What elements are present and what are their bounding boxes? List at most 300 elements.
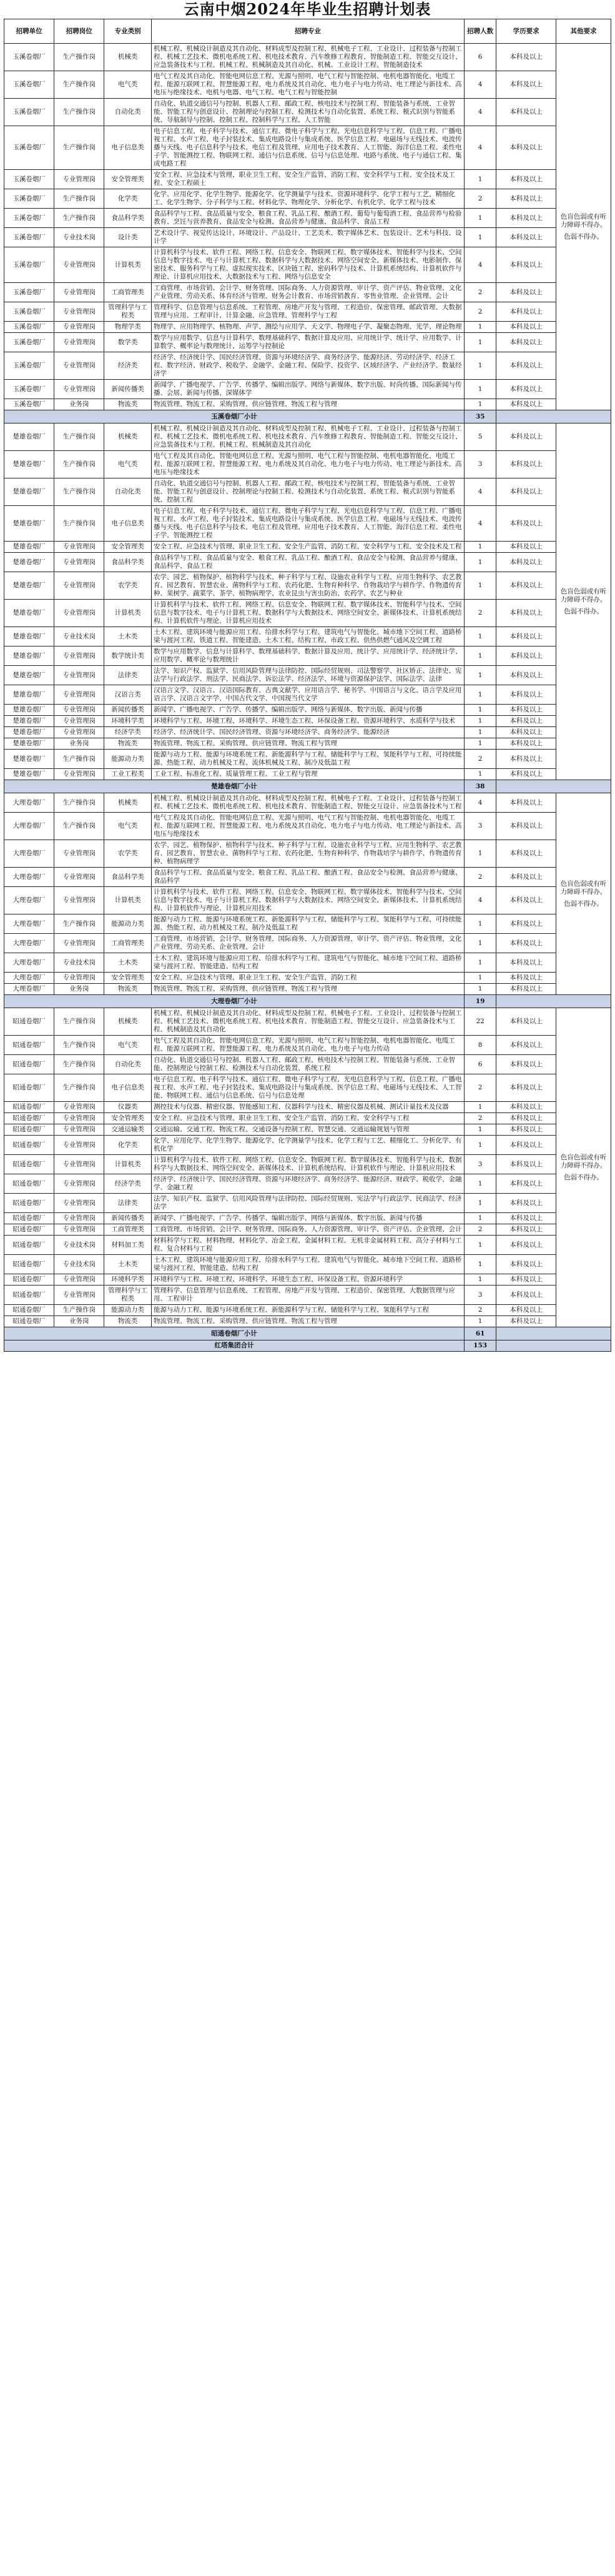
table-row	[4, 1236, 611, 1255]
cell-specialty: 工商管理、市场营销、会计学、财务管理、国际商务、人力资源管理、审计学、资产评估、物业管理、文化产业管理、劳动关系、体育经济与管理、财务会计教育、市场营销教育、零售业管理、企业管理、会计	[152, 283, 465, 302]
cell-position: 专业管理岗	[54, 247, 104, 283]
cell-unit: 楚雄卷烟厂	[4, 646, 54, 666]
cell-count: 1	[465, 738, 496, 750]
cell-position: 专业管理岗	[54, 1113, 104, 1124]
cell-count: 6	[465, 44, 496, 71]
table-row	[4, 914, 611, 934]
cell-unit: 玉溪卷烟厂	[4, 99, 54, 126]
cell-position: 生产操作岗	[54, 813, 104, 840]
cell-count: 1	[465, 973, 496, 984]
cell-unit: 楚雄卷烟厂	[4, 685, 54, 705]
cell-position: 专业管理岗	[54, 600, 104, 627]
cell-specialty: 机械工程、机械设计制造及其自动化、材料成型及控制工程、机械电子工程、工业设计、过程装备与控制工程、机械工艺技术、微机电系统工程、机电技术教育、汽车维修工程教育、智能制造工程、智能交互设计、应急装备技术与工程、机械工程、机械制造及其自动化、机械、工业设计工程、智能制造技术	[152, 44, 465, 71]
subtotal-value: 61	[465, 1327, 496, 1340]
cell-unit: 楚雄卷烟厂	[4, 627, 54, 646]
table-row	[4, 953, 611, 973]
cell-specialty: 能源与动力工程、能源与环境系统工程、新能源科学与工程、储能科学与工程、氢能科学与工程、可持续能源、热能工程、动力机械及工程、流体机械及工程、制冷及低温工程	[152, 750, 465, 769]
cell-count: 1	[465, 984, 496, 995]
cell-unit: 昭通卷烟厂	[4, 1074, 54, 1102]
cell-unit: 玉溪卷烟厂	[4, 126, 54, 170]
cell-education: 本科及以上	[496, 1236, 556, 1255]
subtotal-empty	[496, 1327, 611, 1340]
cell-category: 计算机类	[104, 247, 152, 283]
cell-education: 本科及以上	[496, 1224, 556, 1236]
cell-specialty: 自动化、轨道交通信号与控制、机器人工程、邮政工程、核电技术与控制工程、智能装备与系统、工业智能、智能工程与创意设计、控制理论与控制工程、检测技术与自动化装置、系统工程、模式识别与智能系统、控制工程	[152, 478, 465, 506]
cell-category: 材料加工类	[104, 1236, 152, 1255]
cell-unit: 大理卷烟厂	[4, 813, 54, 840]
cell-category: 新闻传播类	[104, 1213, 152, 1224]
cell-education: 本科及以上	[496, 1213, 556, 1224]
cell-count: 1	[465, 553, 496, 572]
table-row	[4, 1286, 611, 1305]
cell-unit: 玉溪卷烟厂	[4, 399, 54, 410]
table-row	[4, 209, 611, 228]
cell-category: 自动化类	[104, 1055, 152, 1074]
recruitment-table	[4, 19, 611, 1352]
cell-education: 本科及以上	[496, 813, 556, 840]
cell-count: 1	[465, 228, 496, 247]
cell-education: 本科及以上	[496, 506, 556, 542]
cell-education: 本科及以上	[496, 1102, 556, 1113]
cell-specialty: 法学、知识产权、监狱学、信用风险管理与法律防控、国际经贸规则、司法警察学、社区矫正、法律史、宪法学与行政法学、刑法学、民商法学、诉讼法学、经济法学、环境与资源保护法学、国际法学、法律	[152, 666, 465, 685]
cell-education: 本科及以上	[496, 71, 556, 99]
cell-education: 本科及以上	[496, 1286, 556, 1305]
cell-count: 1	[465, 333, 496, 352]
grand-total-empty	[496, 1340, 611, 1352]
cell-position: 专业管理岗	[54, 705, 104, 716]
cell-category: 新闻传播类	[104, 380, 152, 399]
cell-position: 生产操作岗	[54, 71, 104, 99]
cell-specialty: 经济学、经济统计学、国民经济管理、资源与环境经济学、商务经济学、能源经济、劳动经济学、经济工程、数字经济、财政学、税收学、金融学、金融工程、保险学、投资学、区域经济学、产业经济学、数量经济学	[152, 352, 465, 380]
cell-education: 本科及以上	[496, 685, 556, 705]
cell-other-note	[556, 424, 611, 780]
table-row	[4, 399, 611, 410]
cell-category: 新闻传播类	[104, 705, 152, 716]
cell-count: 1	[465, 322, 496, 333]
cell-position: 专业管理岗	[54, 553, 104, 572]
cell-unit: 玉溪卷烟厂	[4, 322, 54, 333]
table-row	[4, 1194, 611, 1213]
cell-unit: 昭通卷烟厂	[4, 1316, 54, 1327]
cell-other-note	[556, 793, 611, 995]
cell-specialty: 电气工程及其自动化、智能电网信息工程、光源与照明、电气工程与智能控制、电机电器智能化、电缆工程、能源互联网工程、智慧能源工程、电力系统及其自动化、电力电子与电力传动、电工理论与新技术、高电压与绝缘技术、电机与电器、电气工程、电气工程与智能控制	[152, 71, 465, 99]
cell-position: 生产操作岗	[54, 44, 104, 71]
table-row	[4, 685, 611, 705]
cell-count: 6	[465, 1055, 496, 1074]
cell-other-note	[556, 1008, 611, 1327]
subtotal-empty	[496, 780, 611, 793]
table-row	[4, 1316, 611, 1327]
table-row	[4, 553, 611, 572]
cell-unit: 楚雄卷烟厂	[4, 478, 54, 506]
subtotal-row	[4, 410, 611, 424]
subtotal-row	[4, 995, 611, 1008]
table-row	[4, 1224, 611, 1236]
subtotal-label: 昭通卷烟厂小计	[4, 1327, 465, 1340]
cell-specialty: 机械工程、机械设计制造及其自动化、材料成型及控制工程、机械电子工程、工业设计、过程装备与控制工程、机械工艺技术、微机电系统工程、机电技术教育、智能制造工程、智能交互设计、应急装备技术与工程、机械制造及其自动化	[152, 1008, 465, 1036]
subtotal-value: 19	[465, 995, 496, 1008]
cell-specialty: 数学与应用数学、信息与计算科学、数理基础科学、数据计算及应用、统计学、应用统计学、经济统计学、应用数学、概率论与数理统计	[152, 646, 465, 666]
cell-specialty: 自动化、轨道交通信号与控制、机器人工程、邮政工程、核电技术与控制工程、智能装备与系统、工业智能、控制理论与控制工程、检测技术与自动化装置、系统工程	[152, 1055, 465, 1074]
subtotal-empty	[496, 410, 611, 424]
cell-education: 本科及以上	[496, 553, 556, 572]
cell-specialty: 电子信息工程、电子科学与技术、通信工程、微电子科学与工程、光电信息科学与工程、信息工程、广播电视工程、水声工程、电子封装技术、集成电路设计与集成系统、医学信息工程、电磁场与无线技术、电波传播与天线、电子信息科学与技术、电信工程及管理、应用电子技术教育、人工智能、海洋信息工程、柔性电子学、智能测控工程、物联网工程、通信与信息系统、信号与信息处理、电路与系统、电子与通信工程、集成电路工程	[152, 126, 465, 170]
cell-position: 专业管理岗	[54, 887, 104, 914]
cell-education: 本科及以上	[496, 716, 556, 727]
cell-unit: 玉溪卷烟厂	[4, 189, 54, 209]
table-row	[4, 322, 611, 333]
cell-specialty: 电气工程及其自动化、智能电网信息工程、光源与照明、电气工程与智能控制、电机电器智能化、电缆工程、能源互联网工程、智慧能源工程、电力系统及其自动化、电力电子与电力传动	[152, 1036, 465, 1055]
table-row	[4, 1136, 611, 1155]
table-row	[4, 973, 611, 984]
cell-position: 专业管理岗	[54, 1224, 104, 1236]
cell-specialty: 计算机科学与技术、软件工程、网络工程、信息安全、物联网工程、数字媒体技术、智能科学与技术、数据科学与大数据技术、网络空间安全、新媒体技术、计算机系统结构、计算机软件与理论、计算机应用技术	[152, 1155, 465, 1174]
cell-category: 机械类	[104, 1008, 152, 1036]
cell-count: 5	[465, 424, 496, 451]
header-other: 其他要求	[556, 19, 611, 44]
cell-count: 1	[465, 1194, 496, 1213]
table-row	[4, 228, 611, 247]
cell-specialty: 安全工程、应急技术与管理、职业卫生工程、安全生产监管、消防工程、安全科学与工程、安全技术及工程	[152, 542, 465, 553]
cell-specialty: 能源与动力工程、能源与环境系统工程、新能源科学与工程、储能科学与工程、氢能科学与工程、可持续能源、热能工程、动力机械及工程、制冷及低温工程	[152, 914, 465, 934]
cell-count: 3	[465, 1286, 496, 1305]
cell-education: 本科及以上	[496, 1316, 556, 1327]
header-specialty: 招聘专业	[152, 19, 465, 44]
cell-unit: 楚雄卷烟厂	[4, 553, 54, 572]
table-row	[4, 716, 611, 727]
table-row	[4, 283, 611, 302]
cell-category: 经济学类	[104, 727, 152, 738]
cell-position: 专业管理岗	[54, 302, 104, 322]
cell-specialty: 安全工程、应急技术与管理、职业卫生工程、安全生产监管、消防工程、安全科学与工程、安全技术及工程、安全工程硕士	[152, 170, 465, 189]
cell-category: 机械类	[104, 424, 152, 451]
cell-unit: 玉溪卷烟厂	[4, 333, 54, 352]
table-row	[4, 1113, 611, 1124]
cell-category: 自动化类	[104, 478, 152, 506]
cell-specialty: 计算机科学与技术、软件工程、网络工程、信息安全、物联网工程、数字媒体技术、智能科学与技术、空间信息与数字技术、电子与计算机工程、数据科学与大数据技术、网络空间安全、新媒体技术、计算机系统结构、计算机软件与理论、计算机应用技术	[152, 600, 465, 627]
cell-unit: 玉溪卷烟厂	[4, 71, 54, 99]
cell-count: 2	[465, 868, 496, 887]
header-education: 学历要求	[496, 19, 556, 44]
table-row	[4, 99, 611, 126]
cell-count: 1	[465, 727, 496, 738]
cell-unit: 大理卷烟厂	[4, 914, 54, 934]
cell-unit: 大理卷烟厂	[4, 840, 54, 868]
cell-position: 业务岗	[54, 738, 104, 750]
cell-specialty: 化学、应用化学、化学生物学、能源化学、化学测量学与技术、化学工程与工艺、精细化工、分析化学、有机化学	[152, 1136, 465, 1155]
cell-education: 本科及以上	[496, 868, 556, 887]
cell-unit: 楚雄卷烟厂	[4, 542, 54, 553]
table-row	[4, 126, 611, 170]
cell-count: 4	[465, 99, 496, 126]
subtotal-empty	[496, 995, 611, 1008]
cell-position: 专业管理岗	[54, 542, 104, 553]
cell-education: 本科及以上	[496, 646, 556, 666]
table-row	[4, 1213, 611, 1224]
cell-unit: 楚雄卷烟厂	[4, 572, 54, 600]
cell-position: 专业管理岗	[54, 170, 104, 189]
cell-category: 计算机类	[104, 887, 152, 914]
table-row	[4, 170, 611, 189]
cell-position: 专业管理岗	[54, 716, 104, 727]
table-row	[4, 984, 611, 995]
subtotal-label: 楚雄卷烟厂小计	[4, 780, 465, 793]
cell-position: 专业管理岗	[54, 868, 104, 887]
cell-count: 4	[465, 71, 496, 99]
cell-category: 能源动力类	[104, 1305, 152, 1316]
cell-count: 1	[465, 1124, 496, 1136]
cell-position: 专业管理岗	[54, 727, 104, 738]
cell-unit: 楚雄卷烟厂	[4, 750, 54, 769]
cell-specialty: 自动化、轨道交通信号与控制、机器人工程、邮政工程、核电技术与控制工程、智能装备与系统、工业智能、智能工程与创意设计、控制理论与控制工程、检测技术与自动化装置、系统工程、模式识别与智能系统、导航制导与控制、控制工程、控制科学与工程、人工智能	[152, 99, 465, 126]
cell-specialty: 工商管理、市场营销、会计学、财务管理、国际商务、人力资源管理、审计学、资产评估、企业管理、会计	[152, 1224, 465, 1236]
cell-position: 生产操作岗	[54, 478, 104, 506]
table-row	[4, 1305, 611, 1316]
cell-position: 生产操作岗	[54, 1074, 104, 1102]
subtotal-value: 38	[465, 780, 496, 793]
cell-category: 安全管理类	[104, 973, 152, 984]
cell-education: 本科及以上	[496, 1008, 556, 1036]
cell-specialty: 土木工程、建筑环境与能源应用工程、给排水科学与工程、建筑电气与智能化、城市地下空间工程、道路桥梁与渡河工程、智能建造、结构工程	[152, 953, 465, 973]
cell-unit: 楚雄卷烟厂	[4, 666, 54, 685]
cell-unit: 昭通卷烟厂	[4, 1036, 54, 1055]
cell-position: 专业管理岗	[54, 646, 104, 666]
cell-unit: 昭通卷烟厂	[4, 1274, 54, 1286]
table-row	[4, 333, 611, 352]
cell-education: 本科及以上	[496, 666, 556, 685]
table-row	[4, 813, 611, 840]
cell-count: 1	[465, 953, 496, 973]
table-row	[4, 247, 611, 283]
cell-count: 4	[465, 247, 496, 283]
cell-category: 汉语言类	[104, 685, 152, 705]
cell-education: 本科及以上	[496, 302, 556, 322]
cell-specialty: 电子信息工程、电子科学与技术、通信工程、微电子科学与工程、光电信息科学与工程、信息工程、广播电视工程、水声工程、电子封装技术、集成电路设计与集成系统、医学信息工程、电磁场与无线技术、人工智能、物联网工程、通信与信息系统、信号与信息处理	[152, 1074, 465, 1102]
cell-count: 4	[465, 478, 496, 506]
cell-position: 生产操作岗	[54, 750, 104, 769]
cell-unit: 楚雄卷烟厂	[4, 716, 54, 727]
cell-specialty: 能源与动力工程、能源与环境系统工程、新能源科学与工程、储能科学与工程、氢能科学与工程	[152, 1305, 465, 1316]
cell-specialty: 机械工程、机械设计制造及其自动化、材料成型及控制工程、机械电子工程、工业设计、过程装备与控制工程、机械工艺技术、微机电系统工程、机电技术教育、汽车维修工程教育、智能制造工程、智能交互设计、应急装备技术与工程、机械工程、机械制造及其自动化	[152, 424, 465, 451]
cell-category: 数学类	[104, 333, 152, 352]
cell-position: 生产操作岗	[54, 189, 104, 209]
cell-category: 工商管理类	[104, 934, 152, 953]
cell-category: 农学类	[104, 572, 152, 600]
cell-category: 工业工程类	[104, 769, 152, 780]
cell-specialty: 物流管理、物流工程、采购管理、供应链管理、物流工程与管理	[152, 984, 465, 995]
cell-position: 专业管理岗	[54, 666, 104, 685]
cell-education: 本科及以上	[496, 399, 556, 410]
cell-unit: 昭通卷烟厂	[4, 1224, 54, 1236]
cell-education: 本科及以上	[496, 44, 556, 71]
cell-count: 8	[465, 1036, 496, 1055]
cell-position: 专业管理岗	[54, 322, 104, 333]
cell-position: 生产操作岗	[54, 209, 104, 228]
cell-count: 1	[465, 380, 496, 399]
cell-position: 专业管理岗	[54, 840, 104, 868]
table-row	[4, 189, 611, 209]
cell-education: 本科及以上	[496, 840, 556, 868]
cell-count: 1	[465, 170, 496, 189]
cell-specialty: 测控技术与仪器、精密仪器、智能感知工程、仪器科学与技术、精密仪器及机械、测试计量技术及仪器	[152, 1102, 465, 1113]
cell-unit: 玉溪卷烟厂	[4, 247, 54, 283]
cell-position: 专业管理岗	[54, 380, 104, 399]
subtotal-row	[4, 780, 611, 793]
cell-specialty: 电子信息工程、电子科学与技术、通信工程、微电子科学与工程、光电信息科学与工程、信息工程、广播电视工程、水声工程、电子封装技术、集成电路设计与集成系统、医学信息工程、电磁场与无线技术、电波传播与天线、电子信息科学与技术、电信工程及管理、应用电子技术教育、人工智能、海洋信息工程、柔性电子学、智能测控工程	[152, 506, 465, 542]
cell-category: 物流类	[104, 738, 152, 750]
cell-category: 食品科学类	[104, 553, 152, 572]
cell-specialty: 土木工程、建筑环境与能源应用工程、给排水科学与工程、建筑电气与智能化、城市地下空间工程、道路桥梁与渡河工程、智能建造、结构工程	[152, 1255, 465, 1274]
cell-unit: 玉溪卷烟厂	[4, 44, 54, 71]
cell-position: 生产操作岗	[54, 99, 104, 126]
cell-category: 交通运输类	[104, 1124, 152, 1136]
cell-unit: 昭通卷烟厂	[4, 1102, 54, 1113]
cell-category: 设计类	[104, 228, 152, 247]
cell-category: 电气类	[104, 813, 152, 840]
cell-position: 专业技术岗	[54, 627, 104, 646]
header-category: 专业类别	[104, 19, 152, 44]
cell-specialty: 计算机科学与技术、软件工程、网络工程、信息安全、物联网工程、数字媒体技术、智能科学与技术、空间信息与数字技术、电子与计算机工程、数据科学与大数据技术、网络空间安全、新媒体技术、电影制作、保密技术、服务科学与工程、虚拟现实技术、区块链工程、密码科学与技术、计算机系统结构、计算机软件与理论、计算机应用技术、大数据技术与工程、网络与信息安全	[152, 247, 465, 283]
cell-unit: 楚雄卷烟厂	[4, 769, 54, 780]
cell-category: 安全管理类	[104, 1113, 152, 1124]
table-row	[4, 302, 611, 322]
cell-position: 专业技术岗	[54, 228, 104, 247]
cell-count: 1	[465, 1213, 496, 1224]
table-row	[4, 424, 611, 451]
table-body	[4, 44, 611, 1352]
cell-education: 本科及以上	[496, 478, 556, 506]
cell-count: 1	[465, 914, 496, 934]
cell-education: 本科及以上	[496, 1194, 556, 1213]
table-row	[4, 380, 611, 399]
cell-unit: 玉溪卷烟厂	[4, 209, 54, 228]
cell-education: 本科及以上	[496, 887, 556, 914]
cell-category: 电气类	[104, 1036, 152, 1055]
cell-position: 专业技术岗	[54, 1236, 104, 1255]
cell-unit: 昭通卷烟厂	[4, 1194, 54, 1213]
cell-specialty: 工商管理、市场营销、会计学、财务管理、国际商务、人力资源管理、审计学、资产评估、物业管理、文化产业管理、劳动关系、企业管理、会计	[152, 934, 465, 953]
table-row	[4, 542, 611, 553]
table-row	[4, 666, 611, 685]
cell-category: 农学类	[104, 840, 152, 868]
cell-education: 本科及以上	[496, 600, 556, 627]
cell-education: 本科及以上	[496, 209, 556, 228]
cell-education: 本科及以上	[496, 934, 556, 953]
cell-unit: 昭通卷烟厂	[4, 1136, 54, 1155]
cell-specialty: 经济学、经济统计学、国民经济管理、资源与环境经济学、商务经济学、能源经济	[152, 727, 465, 738]
cell-count: 1	[465, 1174, 496, 1194]
cell-unit: 昭通卷烟厂	[4, 1255, 54, 1274]
table-row	[4, 1155, 611, 1174]
grand-total-label: 红塔集团合计	[4, 1340, 465, 1352]
cell-unit: 楚雄卷烟厂	[4, 451, 54, 478]
cell-position: 生产操作岗	[54, 506, 104, 542]
cell-position: 生产操作岗	[54, 451, 104, 478]
cell-education: 本科及以上	[496, 380, 556, 399]
cell-education: 本科及以上	[496, 1074, 556, 1102]
cell-education: 本科及以上	[496, 1155, 556, 1174]
header-unit: 招聘单位	[4, 19, 54, 44]
cell-education: 本科及以上	[496, 1113, 556, 1124]
cell-category: 计算机类	[104, 1155, 152, 1174]
cell-specialty: 安全工程、应急技术与管理、职业卫生工程、安全生产监管、消防工程	[152, 973, 465, 984]
table-row	[4, 705, 611, 716]
cell-education: 本科及以上	[496, 352, 556, 380]
table-row	[4, 1074, 611, 1102]
cell-count: 2	[465, 1113, 496, 1124]
cell-unit: 昭通卷烟厂	[4, 1155, 54, 1174]
cell-education: 本科及以上	[496, 1255, 556, 1274]
cell-position: 业务岗	[54, 1316, 104, 1327]
cell-category: 能源动力类	[104, 750, 152, 769]
page-title: 云南中烟2024年毕业生招聘计划表	[184, 0, 431, 18]
cell-education: 本科及以上	[496, 333, 556, 352]
cell-category: 计算机类	[104, 600, 152, 627]
cell-count: 2	[465, 283, 496, 302]
cell-count: 3	[465, 1155, 496, 1174]
table-row	[4, 1124, 611, 1136]
subtotal-label: 大理卷烟厂小计	[4, 995, 465, 1008]
cell-education: 本科及以上	[496, 283, 556, 302]
cell-category: 法律类	[104, 1194, 152, 1213]
cell-position: 生产操作岗	[54, 424, 104, 451]
note-color: 色弱不得办。	[563, 232, 603, 240]
cell-count: 3	[465, 451, 496, 478]
cell-category: 仪器类	[104, 1102, 152, 1113]
cell-specialty: 管理科学、信息管理与信息系统、工程管理、房地产开发与管理、工程造价、保密管理、大数据管理与应用、工程审计	[152, 1286, 465, 1305]
cell-specialty: 农学、园艺、植物保护、植物科学与技术、种子科学与工程、设施农业科学与工程、应用生物科学、农艺教育、园艺教育、智慧农业、菌物科学与工程、农药化肥、生物育种科学、作物栽培学与耕作学、作物遗传育种、果树学、蔬菜学、茶学、植物病理学、农业昆虫与害虫防治、农药学、农艺与种业	[152, 572, 465, 600]
cell-category: 土木类	[104, 1255, 152, 1274]
cell-education: 本科及以上	[496, 1305, 556, 1316]
cell-unit: 楚雄卷烟厂	[4, 727, 54, 738]
cell-unit: 大理卷烟厂	[4, 887, 54, 914]
header-position: 招聘岗位	[54, 19, 104, 44]
cell-count: 4	[465, 506, 496, 542]
cell-count: 2	[465, 600, 496, 627]
cell-count: 2	[465, 189, 496, 209]
table-row	[4, 1255, 611, 1274]
table-row	[4, 478, 611, 506]
cell-unit: 昭通卷烟厂	[4, 1286, 54, 1305]
cell-unit: 玉溪卷烟厂	[4, 302, 54, 322]
cell-count: 1	[465, 934, 496, 953]
cell-education: 本科及以上	[496, 247, 556, 283]
note-color-weak: 色盲色弱或有听力障碍不得办。	[560, 879, 607, 896]
cell-unit: 昭通卷烟厂	[4, 1174, 54, 1194]
cell-count: 1	[465, 1255, 496, 1274]
cell-category: 能源动力类	[104, 914, 152, 934]
cell-specialty: 材料科学与工程、材料物理、材料化学、冶金工程、金属材料工程、无机非金属材料工程、高分子材料与工程、复合材料与工程	[152, 1236, 465, 1255]
cell-category: 管理科学与工程类	[104, 1286, 152, 1305]
cell-education: 本科及以上	[496, 322, 556, 333]
cell-category: 电气类	[104, 451, 152, 478]
cell-count: 1	[465, 209, 496, 228]
cell-position: 生产操作岗	[54, 126, 104, 170]
cell-unit: 昭通卷烟厂	[4, 1008, 54, 1036]
cell-category: 物流类	[104, 984, 152, 995]
cell-category: 化学类	[104, 1136, 152, 1155]
subtotal-label: 玉溪卷烟厂小计	[4, 410, 465, 424]
cell-count: 1	[465, 646, 496, 666]
cell-specialty: 物流管理、物流工程、采购管理、供应链管理、物流工程与管理	[152, 399, 465, 410]
cell-position: 专业管理岗	[54, 1194, 104, 1213]
cell-category: 土木类	[104, 953, 152, 973]
cell-education: 本科及以上	[496, 1036, 556, 1055]
cell-position: 专业技术岗	[54, 953, 104, 973]
cell-position: 专业管理岗	[54, 1155, 104, 1174]
cell-specialty: 环境科学与工程、环境工程、环境科学、环境生态工程、环保设备工程、资源环境科学	[152, 1274, 465, 1286]
cell-other-note	[556, 44, 611, 410]
